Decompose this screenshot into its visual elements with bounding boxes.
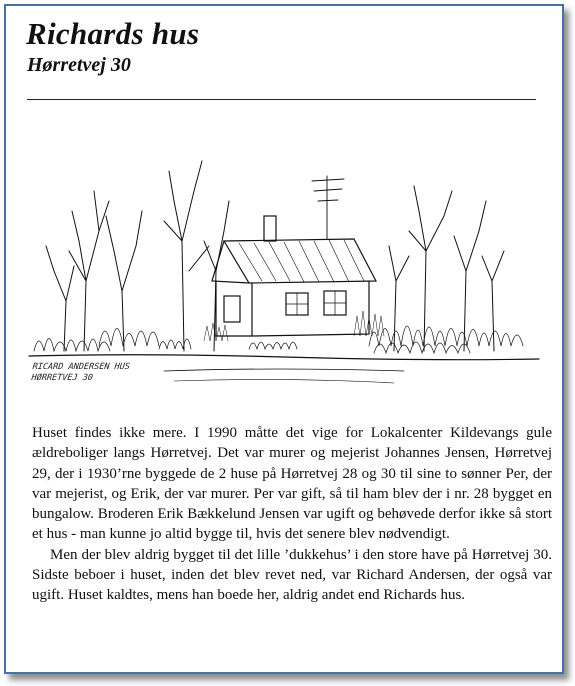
article-paragraph: Huset findes ikke mere. I 1990 måtte det vige for Lokalcenter Kildevangs gule ældreboliger langs Hørretvej. Det var murer og mejerist Johannes Jensen, Hørretvej 29, der i 1930’rne byggede de 2 huse på Hørretvej 28 og 30 til sine to sønner Per, der var mejerist, og Erik, der var murer. Per var gift, så til ham blev der i nr. 28 bygget en bungalow. Broderen Erik Bækkelund Jensen var ugift og behøvede derfor ikke så stort et hus - man kunne jo altid bygge til, hvis det senere blev nødvendigt. xyxy=(32,425,552,543)
title-divider xyxy=(27,99,536,100)
sketch-caption-line2: HØRRETVEJ 30 xyxy=(30,373,94,383)
article-paragraph: Men der blev aldrig bygget til det lille ’dukkehus’ i den store have på Hørretvej 30. Sidste beboer i huset, inden det blev revet ned, var Richard Andersen, der også var ugift. Huset kaldtes, mens han boede her, aldrig andet end Richards hus. xyxy=(32,546,552,604)
page-subtitle: Hørretvej 30 xyxy=(27,54,131,76)
sketch-caption xyxy=(31,362,131,384)
article-body xyxy=(32,423,552,606)
page-title: Richards hus xyxy=(26,16,200,51)
sketch-caption-line1: RICARD ANDERSEN HUS xyxy=(32,362,131,372)
page-frame xyxy=(4,4,564,674)
